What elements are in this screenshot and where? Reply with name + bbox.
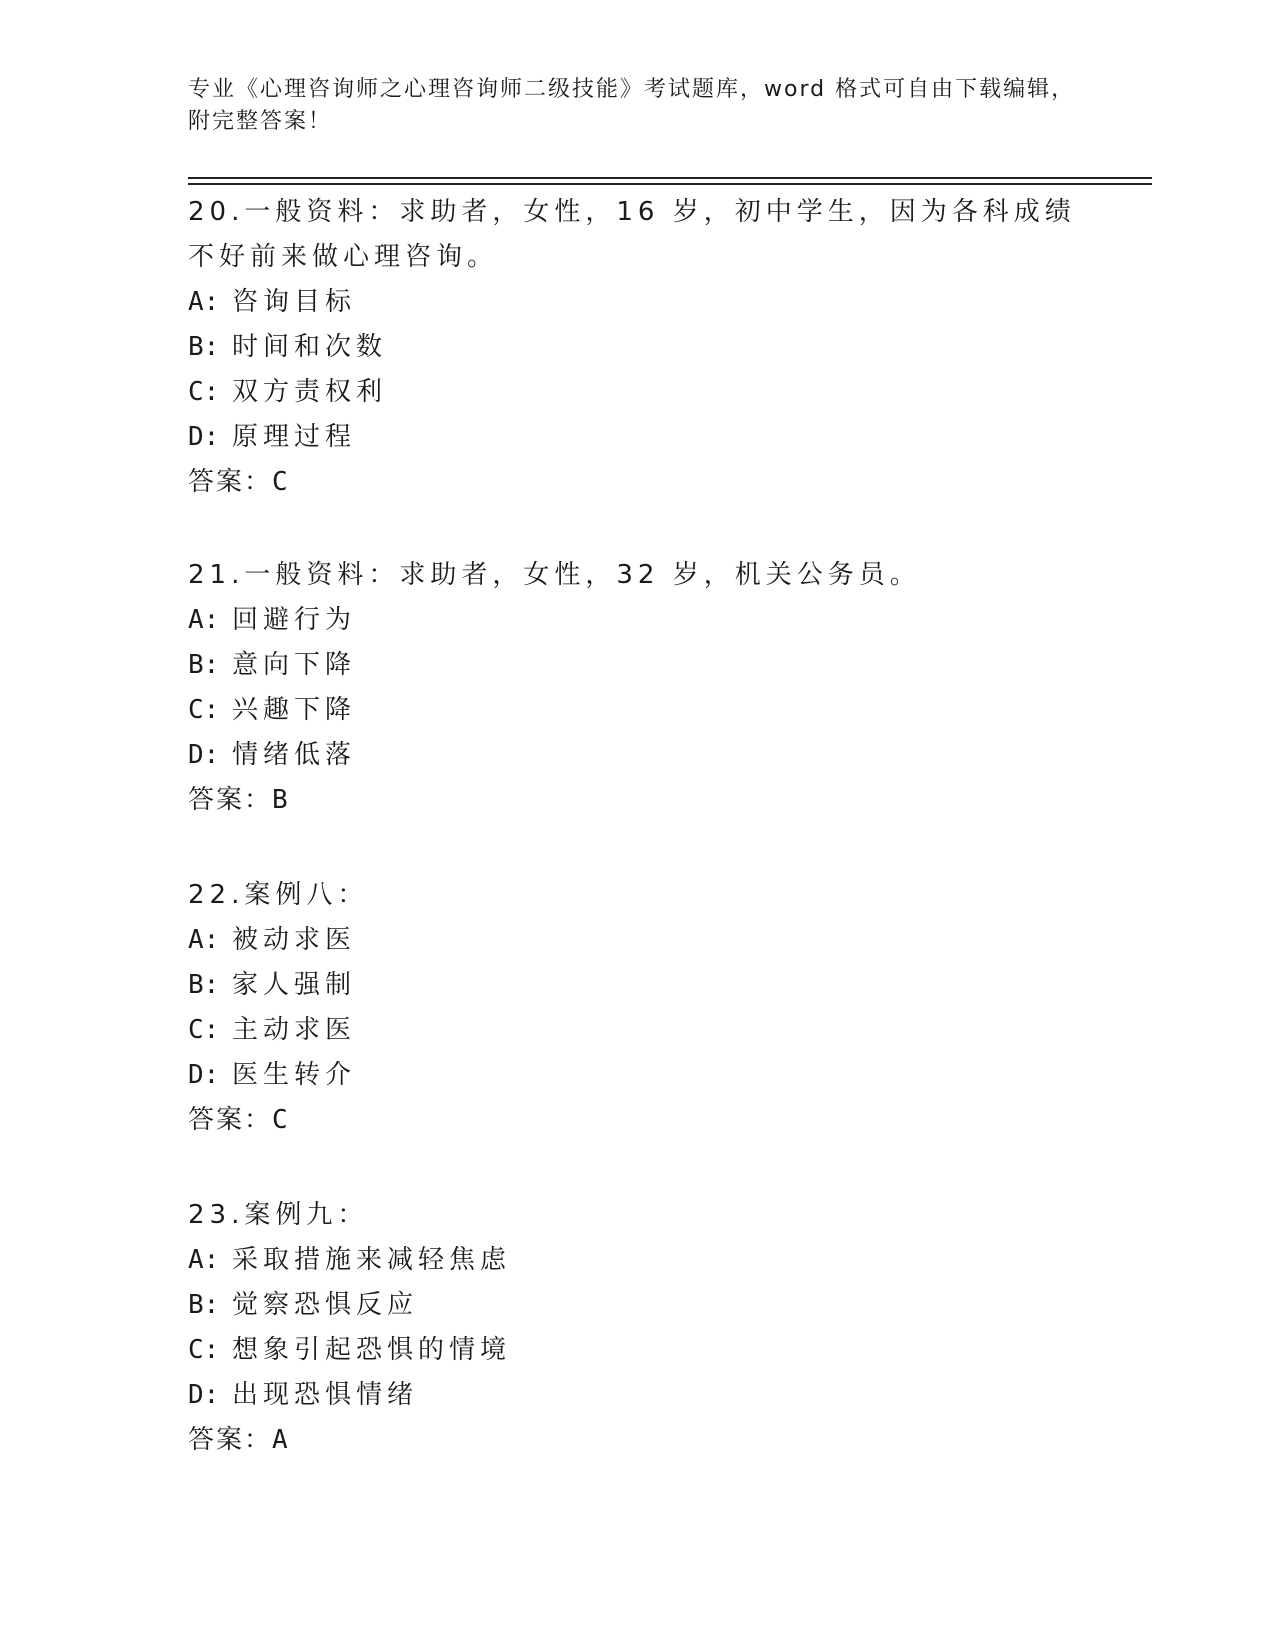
option-letter: B: (188, 970, 220, 1000)
option-letter: D: (188, 740, 220, 770)
question-stem: 22.案例八： (188, 880, 369, 910)
question-22 (188, 873, 1088, 1143)
option-text: 家人强制 (232, 970, 357, 1000)
answer-line (188, 1418, 1088, 1463)
answer-label: 答案： (188, 785, 273, 815)
option-text: 觉察恐惧反应 (232, 1290, 419, 1320)
option-c (188, 1008, 1088, 1053)
answer-line (188, 778, 1088, 823)
option-text: 咨询目标 (232, 287, 357, 317)
option-text: 出现恐惧情绪 (232, 1380, 419, 1410)
option-letter: C: (188, 1335, 220, 1365)
option-letter: B: (188, 650, 220, 680)
option-letter: C: (188, 1015, 220, 1045)
option-a (188, 918, 1088, 963)
option-text: 想象引起恐惧的情境 (232, 1335, 512, 1365)
option-d (188, 733, 1088, 778)
option-text: 被动求医 (232, 925, 357, 955)
answer-line (188, 1098, 1088, 1143)
option-text: 兴趣下降 (232, 695, 357, 725)
option-letter: B: (188, 1290, 220, 1320)
answer-value: C (272, 1105, 288, 1135)
option-b (188, 325, 1088, 370)
option-d (188, 1053, 1088, 1098)
answer-label: 答案： (188, 467, 273, 497)
option-letter: A: (188, 925, 220, 955)
option-a (188, 280, 1088, 325)
option-c (188, 1328, 1088, 1373)
question-stem: 23.案例九： (188, 1200, 369, 1230)
option-d (188, 1373, 1088, 1418)
answer-value: B (272, 785, 288, 815)
option-text: 意向下降 (232, 650, 357, 680)
option-text: 主动求医 (232, 1015, 357, 1045)
answer-value: A (272, 1425, 288, 1455)
option-a (188, 1238, 1088, 1283)
answer-label: 答案： (188, 1105, 273, 1135)
option-text: 双方责权利 (232, 377, 388, 407)
option-a (188, 598, 1088, 643)
option-letter: D: (188, 422, 220, 452)
option-text: 时间和次数 (232, 332, 388, 362)
option-b (188, 643, 1088, 688)
question-stem: 21.一般资料：求助者，女性，32 岁，机关公务员。 (188, 560, 921, 590)
option-letter: A: (188, 287, 220, 317)
option-letter: A: (188, 1245, 220, 1275)
option-letter: C: (188, 695, 220, 725)
header-divider-top (188, 177, 1152, 179)
option-c (188, 370, 1088, 415)
question-23 (188, 1193, 1088, 1463)
option-d (188, 415, 1088, 460)
option-letter: C: (188, 377, 220, 407)
option-letter: D: (188, 1380, 220, 1410)
option-b (188, 963, 1088, 1008)
option-b (188, 1283, 1088, 1328)
option-c (188, 688, 1088, 733)
question-21 (188, 553, 1088, 823)
option-text: 采取措施来减轻焦虑 (232, 1245, 512, 1275)
answer-label: 答案： (188, 1425, 273, 1455)
option-text: 回避行为 (232, 605, 357, 635)
header-divider-bottom (188, 183, 1152, 185)
option-letter: D: (188, 1060, 220, 1090)
option-letter: A: (188, 605, 220, 635)
document-header: 专业《心理咨询师之心理咨询师二级技能》考试题库，word 格式可自由下载编辑，附完整答案！ (188, 77, 1076, 134)
option-text: 情绪低落 (232, 740, 357, 770)
answer-line (188, 460, 1088, 505)
option-text: 原理过程 (232, 422, 357, 452)
answer-value: C (272, 467, 288, 497)
option-letter: B: (188, 332, 220, 362)
option-text: 医生转介 (232, 1060, 357, 1090)
question-stem: 20.一般资料：求助者，女性，16 岁，初中学生，因为各科成绩不好前来做心理咨询。 (188, 197, 1076, 272)
question-20 (188, 190, 1088, 505)
